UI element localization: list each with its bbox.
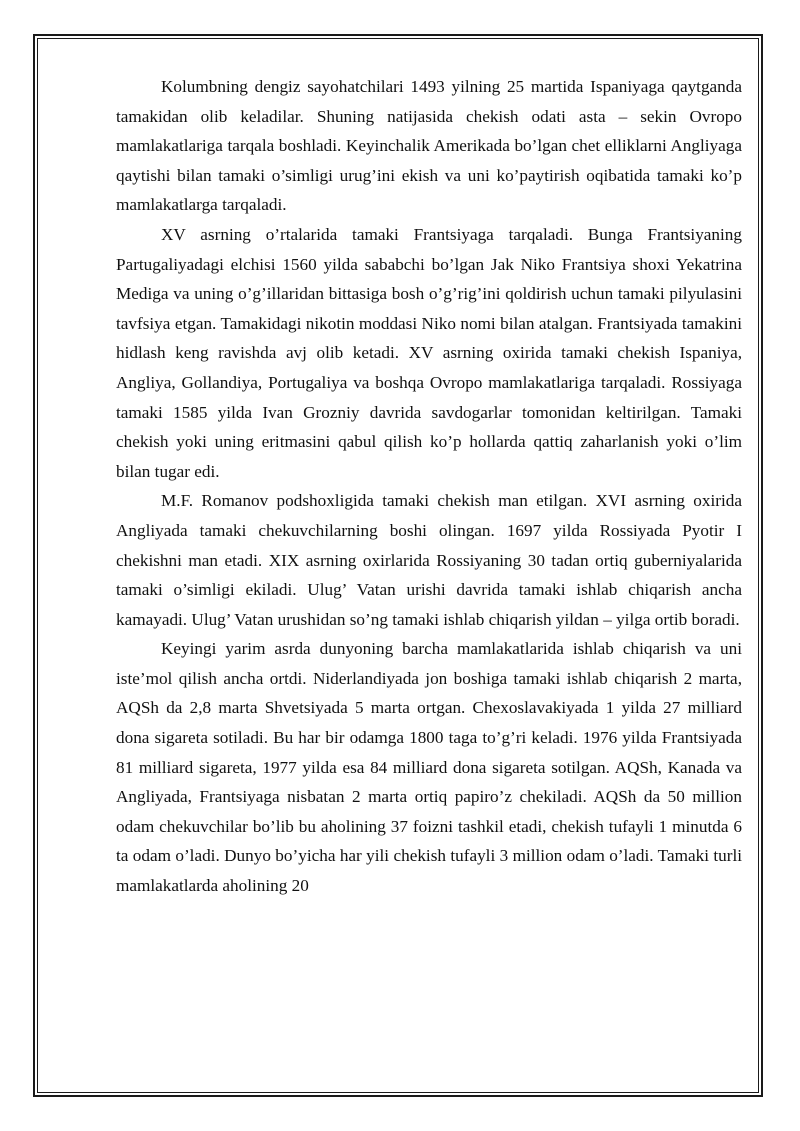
paragraph: Kolumbning dengiz sayohatchilari 1493 yilning 25 martida Ispaniyaga qaytganda tamakidan olib keladilar. Shuning natijasida chekish odati asta – sekin Ovropo mamlakatlariga tarqala boshladi. Keyinchalik Amerikada bo’lgan chet elliklarni Angliyaga qaytishi bilan tamaki o’simligi urug’ini ekish va uni ko’paytirish oqibatida tamaki ko’p mamlakatlarga tarqaladi.	[116, 77, 742, 215]
paragraph: XV asrning o’rtalarida tamaki Frantsiyaga tarqaladi. Bunga Frantsiyaning Partugaliyadagi elchisi 1560 yilda sababchi bo’lgan Jak Niko Frantsiya shoxi Yekatrina Mediga va uning o’g’illaridan bittasiga bosh o’g’rig’ini qoldirish uchun tamaki pilyulasini tavfsiya etgan. Tamakidagi nikotin moddasi Niko nomi bilan atalgan. Frantsiyada tamakini hidlash keng ravishda avj olib ketadi. XV asrning oxirida tamaki chekish Ispaniya, Angliya, Gollandiya, Portugaliya va boshqa Ovropo mamlakatlariga tarqaladi. Rossiyaga tamaki 1585 yilda Ivan Grozniy davrida savdogarlar tomonidan keltirilgan. Tamaki chekish yoki uning eritmasini qabul qilish ko’p hollarda qattiq zaharlanish yoki o’lim bilan tugar edi.	[116, 224, 742, 481]
paragraph: Keyingi yarim asrda dunyoning barcha mamlakatlarida ishlab chiqarish va uni iste’mol qilish ancha ortdi. Niderlandiyada jon boshiga tamaki ishlab chiqarish 2 marta, AQSh da 2,8 marta Shvetsiyada 5 marta ortgan. Chexoslavakiyada 1 yilda 27 milliard dona sigareta sotiladi. Bu har bir odamga 1800 taga to’g’ri keladi. 1976 yilda Frantsiyada 81 milliard sigareta, 1977 yilda esa 84 milliard dona sigareta sotilgan. AQSh, Kanada va Angliyada, Frantsiyaga nisbatan 2 marta ortiq papiro’z chekiladi. AQSh da 50 million odam chekuvchilar bo’lib bu aholining 37 foizni tashkil etadi, chekish tufayli 1 minutda 6 ta odam o’ladi. Dunyo bo’yicha har yili chekish tufayli 3 million odam o’ladi. Tamaki turli mamlakatlarda aholining 20	[116, 639, 742, 896]
paragraph: M.F. Romanov podshoxligida tamaki chekish man etilgan. XVI asrning oxirida Angliyada tamaki chekuvchilarning boshi olingan. 1697 yilda Rossiyada Pyotir I chekishni man etadi. XIX asrning oxirlarida Rossiyaning 30 tadan ortiq guberniyalarida tamaki o’simligi ekiladi. Ulug’ Vatan urishi davrida tamaki ishlab chiqarish ancha kamayadi. Ulug’ Vatan urushidan so’ng tamaki ishlab chiqarish yildan – yilga ortib boradi.	[116, 491, 742, 629]
document-body	[116, 72, 742, 901]
